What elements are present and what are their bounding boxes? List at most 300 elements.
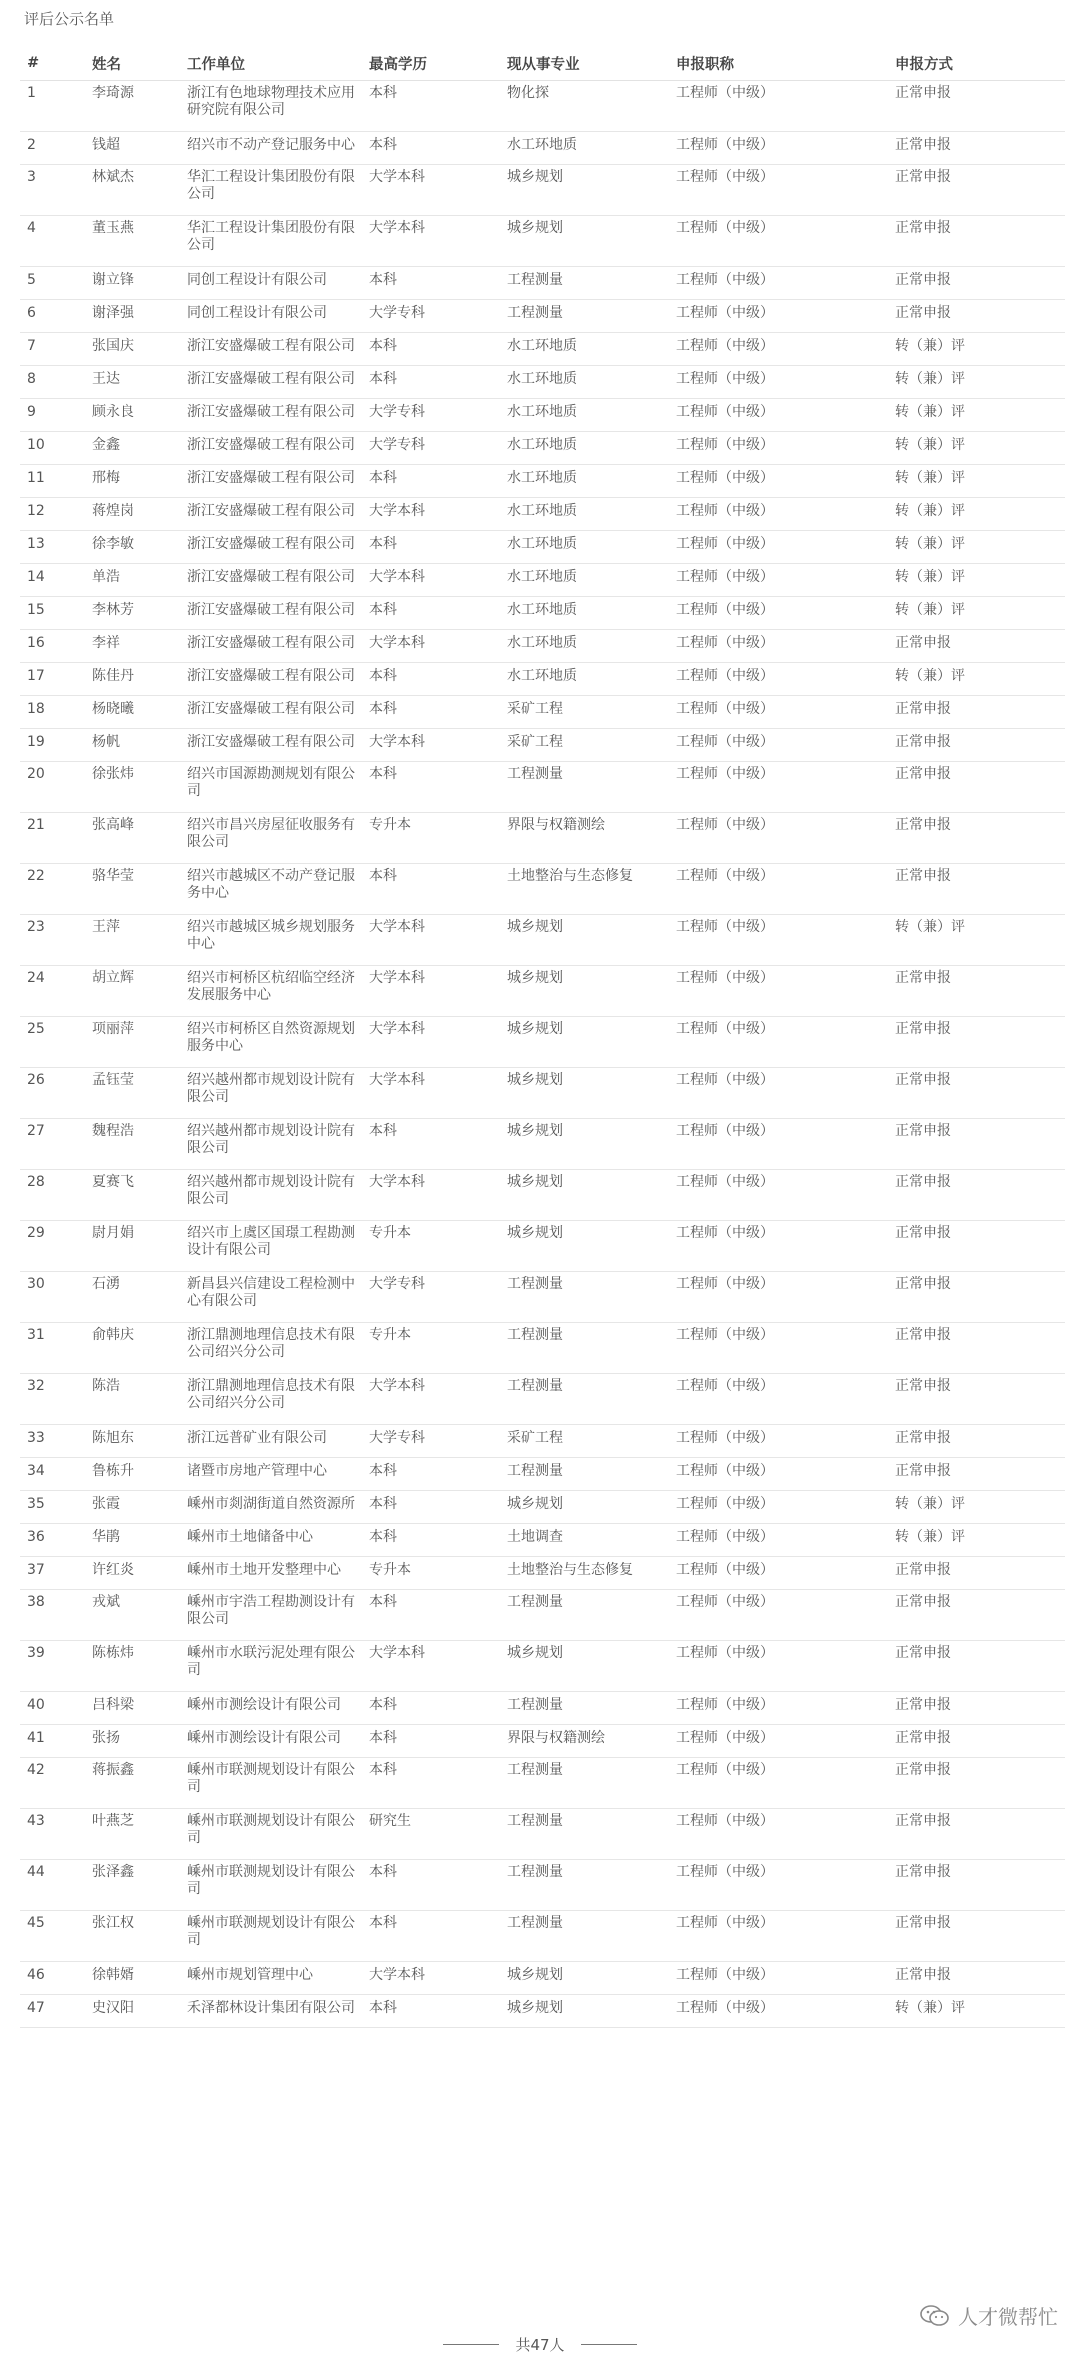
cell-employer: 新昌县兴信建设工程检测中心有限公司 (180, 1272, 362, 1323)
cell-specialty: 水工环地质 (500, 597, 669, 630)
cell-education: 大学专科 (362, 1272, 500, 1323)
table-header-row (20, 46, 1065, 81)
cell-employer: 同创工程设计有限公司 (180, 300, 362, 333)
cell-title: 工程师（中级） (669, 915, 888, 966)
table-row (20, 864, 1065, 915)
cell-method: 正常申报 (888, 1068, 1065, 1119)
cell-title: 工程师（中级） (669, 1590, 888, 1641)
cell-title: 工程师（中级） (669, 1860, 888, 1911)
page-title: 评后公示名单 (24, 10, 115, 28)
cell-employer: 嵊州市联测规划设计有限公司 (180, 1911, 362, 1962)
col-header-name: 姓名 (85, 46, 180, 81)
cell-specialty: 城乡规划 (500, 1170, 669, 1221)
cell-employer: 绍兴市越城区不动产登记服务中心 (180, 864, 362, 915)
cell-name: 骆华莹 (85, 864, 180, 915)
cell-name: 顾永良 (85, 399, 180, 432)
cell-method: 正常申报 (888, 762, 1065, 813)
cell-method: 转（兼）评 (888, 1995, 1065, 2028)
cell-index: 1 (20, 81, 85, 132)
cell-education: 专升本 (362, 1557, 500, 1590)
cell-method: 转（兼）评 (888, 1491, 1065, 1524)
cell-method: 正常申报 (888, 729, 1065, 762)
cell-employer: 嵊州市规划管理中心 (180, 1962, 362, 1995)
cell-name: 林斌杰 (85, 165, 180, 216)
cell-employer: 浙江安盛爆破工程有限公司 (180, 630, 362, 663)
table-row (20, 465, 1065, 498)
cell-specialty: 采矿工程 (500, 696, 669, 729)
table-row (20, 1119, 1065, 1170)
cell-title: 工程师（中级） (669, 1170, 888, 1221)
cell-method: 转（兼）评 (888, 531, 1065, 564)
cell-title: 工程师（中级） (669, 1962, 888, 1995)
table-row (20, 333, 1065, 366)
table-row (20, 216, 1065, 267)
cell-education: 本科 (362, 366, 500, 399)
cell-name: 谢泽强 (85, 300, 180, 333)
cell-name: 许红炎 (85, 1557, 180, 1590)
cell-index: 15 (20, 597, 85, 630)
cell-title: 工程师（中级） (669, 498, 888, 531)
cell-employer: 绍兴越州都市规划设计院有限公司 (180, 1170, 362, 1221)
cell-education: 本科 (362, 1590, 500, 1641)
cell-education: 大学专科 (362, 399, 500, 432)
cell-education: 本科 (362, 333, 500, 366)
table-row (20, 1911, 1065, 1962)
cell-index: 35 (20, 1491, 85, 1524)
cell-index: 9 (20, 399, 85, 432)
cell-employer: 绍兴市昌兴房屋征收服务有限公司 (180, 813, 362, 864)
cell-employer: 浙江安盛爆破工程有限公司 (180, 399, 362, 432)
cell-index: 11 (20, 465, 85, 498)
table-row (20, 399, 1065, 432)
cell-specialty: 城乡规划 (500, 1119, 669, 1170)
cell-specialty: 土地整治与生态修复 (500, 1557, 669, 1590)
cell-method: 正常申报 (888, 864, 1065, 915)
cell-education: 大学本科 (362, 498, 500, 531)
cell-education: 本科 (362, 696, 500, 729)
cell-name: 张江权 (85, 1911, 180, 1962)
cell-employer: 浙江安盛爆破工程有限公司 (180, 729, 362, 762)
cell-specialty: 工程测量 (500, 1911, 669, 1962)
cell-index: 27 (20, 1119, 85, 1170)
cell-specialty: 城乡规划 (500, 1962, 669, 1995)
cell-specialty: 水工环地质 (500, 531, 669, 564)
cell-title: 工程师（中级） (669, 1458, 888, 1491)
cell-name: 张国庆 (85, 333, 180, 366)
cell-title: 工程师（中级） (669, 1017, 888, 1068)
cell-specialty: 城乡规划 (500, 1995, 669, 2028)
cell-title: 工程师（中级） (669, 267, 888, 300)
cell-name: 陈佳丹 (85, 663, 180, 696)
cell-education: 大学本科 (362, 1962, 500, 1995)
cell-index: 30 (20, 1272, 85, 1323)
cell-employer: 绍兴市越城区城乡规划服务中心 (180, 915, 362, 966)
cell-method: 转（兼）评 (888, 399, 1065, 432)
cell-specialty: 城乡规划 (500, 966, 669, 1017)
cell-education: 大学本科 (362, 630, 500, 663)
cell-method: 正常申报 (888, 1374, 1065, 1425)
cell-specialty: 城乡规划 (500, 165, 669, 216)
cell-name: 张霞 (85, 1491, 180, 1524)
cell-name: 王达 (85, 366, 180, 399)
cell-method: 正常申报 (888, 1272, 1065, 1323)
cell-employer: 嵊州市土地储备中心 (180, 1524, 362, 1557)
cell-index: 3 (20, 165, 85, 216)
cell-education: 本科 (362, 597, 500, 630)
cell-index: 36 (20, 1524, 85, 1557)
table-row (20, 1962, 1065, 1995)
footer-divider-right (581, 2344, 637, 2345)
cell-title: 工程师（中级） (669, 1725, 888, 1758)
cell-specialty: 水工环地质 (500, 132, 669, 165)
cell-index: 24 (20, 966, 85, 1017)
cell-index: 8 (20, 366, 85, 399)
cell-employer: 诸暨市房地产管理中心 (180, 1458, 362, 1491)
cell-education: 大学本科 (362, 564, 500, 597)
cell-index: 5 (20, 267, 85, 300)
cell-method: 正常申报 (888, 1641, 1065, 1692)
cell-title: 工程师（中级） (669, 1758, 888, 1809)
cell-education: 研究生 (362, 1809, 500, 1860)
cell-specialty: 工程测量 (500, 762, 669, 813)
col-header-title: 申报职称 (669, 46, 888, 81)
cell-employer: 华汇工程设计集团股份有限公司 (180, 165, 362, 216)
cell-index: 13 (20, 531, 85, 564)
cell-index: 20 (20, 762, 85, 813)
cell-method: 正常申报 (888, 1170, 1065, 1221)
cell-education: 大学本科 (362, 165, 500, 216)
cell-specialty: 城乡规划 (500, 1641, 669, 1692)
cell-index: 42 (20, 1758, 85, 1809)
cell-specialty: 土地整治与生态修复 (500, 864, 669, 915)
cell-name: 俞韩庆 (85, 1323, 180, 1374)
table-row (20, 564, 1065, 597)
cell-specialty: 界限与权籍测绘 (500, 1725, 669, 1758)
cell-education: 本科 (362, 1911, 500, 1962)
cell-index: 6 (20, 300, 85, 333)
table-row (20, 1272, 1065, 1323)
cell-index: 38 (20, 1590, 85, 1641)
cell-name: 王萍 (85, 915, 180, 966)
cell-employer: 浙江安盛爆破工程有限公司 (180, 498, 362, 531)
cell-method: 正常申报 (888, 1119, 1065, 1170)
table-row (20, 1221, 1065, 1272)
table-row (20, 1524, 1065, 1557)
cell-name: 吕科梁 (85, 1692, 180, 1725)
cell-education: 大学专科 (362, 432, 500, 465)
cell-title: 工程师（中级） (669, 630, 888, 663)
cell-specialty: 城乡规划 (500, 915, 669, 966)
cell-employer: 浙江安盛爆破工程有限公司 (180, 465, 362, 498)
cell-title: 工程师（中级） (669, 1557, 888, 1590)
cell-education: 本科 (362, 762, 500, 813)
cell-method: 正常申报 (888, 1758, 1065, 1809)
col-header-index: # (20, 46, 85, 81)
cell-name: 杨帆 (85, 729, 180, 762)
cell-name: 陈栋炜 (85, 1641, 180, 1692)
cell-title: 工程师（中级） (669, 864, 888, 915)
cell-index: 25 (20, 1017, 85, 1068)
cell-method: 正常申报 (888, 1557, 1065, 1590)
cell-employer: 嵊州市剡湖街道自然资源所 (180, 1491, 362, 1524)
cell-employer: 嵊州市测绘设计有限公司 (180, 1692, 362, 1725)
cell-method: 正常申报 (888, 1725, 1065, 1758)
cell-method: 正常申报 (888, 813, 1065, 864)
cell-method: 正常申报 (888, 630, 1065, 663)
cell-index: 31 (20, 1323, 85, 1374)
cell-title: 工程师（中级） (669, 813, 888, 864)
cell-employer: 浙江鼎测地理信息技术有限公司绍兴分公司 (180, 1323, 362, 1374)
cell-specialty: 城乡规划 (500, 1491, 669, 1524)
cell-employer: 华汇工程设计集团股份有限公司 (180, 216, 362, 267)
cell-index: 14 (20, 564, 85, 597)
cell-specialty: 城乡规划 (500, 1068, 669, 1119)
cell-method: 正常申报 (888, 1221, 1065, 1272)
cell-method: 转（兼）评 (888, 366, 1065, 399)
table-row (20, 663, 1065, 696)
cell-specialty: 工程测量 (500, 1692, 669, 1725)
cell-education: 大学本科 (362, 966, 500, 1017)
cell-specialty: 城乡规划 (500, 1221, 669, 1272)
cell-specialty: 工程测量 (500, 1860, 669, 1911)
cell-name: 叶燕芝 (85, 1809, 180, 1860)
cell-method: 正常申报 (888, 216, 1065, 267)
cell-method: 正常申报 (888, 132, 1065, 165)
cell-title: 工程师（中级） (669, 564, 888, 597)
cell-employer: 浙江安盛爆破工程有限公司 (180, 531, 362, 564)
cell-specialty: 工程测量 (500, 1272, 669, 1323)
cell-title: 工程师（中级） (669, 132, 888, 165)
cell-name: 单浩 (85, 564, 180, 597)
cell-title: 工程师（中级） (669, 399, 888, 432)
table-row (20, 1491, 1065, 1524)
cell-method: 正常申报 (888, 696, 1065, 729)
cell-employer: 嵊州市联测规划设计有限公司 (180, 1758, 362, 1809)
cell-specialty: 水工环地质 (500, 663, 669, 696)
cell-name: 蒋振鑫 (85, 1758, 180, 1809)
cell-name: 钱超 (85, 132, 180, 165)
cell-index: 21 (20, 813, 85, 864)
cell-education: 大学本科 (362, 1170, 500, 1221)
cell-index: 22 (20, 864, 85, 915)
cell-employer: 浙江远普矿业有限公司 (180, 1425, 362, 1458)
cell-education: 本科 (362, 1995, 500, 2028)
cell-method: 正常申报 (888, 1458, 1065, 1491)
table-row (20, 966, 1065, 1017)
cell-index: 40 (20, 1692, 85, 1725)
cell-method: 转（兼）评 (888, 663, 1065, 696)
cell-employer: 绍兴市柯桥区自然资源规划服务中心 (180, 1017, 362, 1068)
cell-index: 29 (20, 1221, 85, 1272)
cell-specialty: 水工环地质 (500, 399, 669, 432)
cell-name: 李琦源 (85, 81, 180, 132)
cell-education: 本科 (362, 1491, 500, 1524)
cell-title: 工程师（中级） (669, 1221, 888, 1272)
table-row (20, 1458, 1065, 1491)
cell-specialty: 工程测量 (500, 1809, 669, 1860)
cell-name: 史汉阳 (85, 1995, 180, 2028)
cell-title: 工程师（中级） (669, 729, 888, 762)
cell-index: 37 (20, 1557, 85, 1590)
cell-employer: 绍兴市不动产登记服务中心 (180, 132, 362, 165)
cell-specialty: 工程测量 (500, 300, 669, 333)
cell-title: 工程师（中级） (669, 1491, 888, 1524)
cell-name: 李林芳 (85, 597, 180, 630)
cell-education: 大学本科 (362, 1641, 500, 1692)
table-row (20, 1170, 1065, 1221)
table-row (20, 696, 1065, 729)
cell-title: 工程师（中级） (669, 300, 888, 333)
cell-title: 工程师（中级） (669, 1272, 888, 1323)
cell-employer: 绍兴越州都市规划设计院有限公司 (180, 1119, 362, 1170)
cell-index: 23 (20, 915, 85, 966)
cell-specialty: 工程测量 (500, 1590, 669, 1641)
cell-name: 夏赛飞 (85, 1170, 180, 1221)
cell-employer: 浙江有色地球物理技术应用研究院有限公司 (180, 81, 362, 132)
cell-name: 戎斌 (85, 1590, 180, 1641)
cell-index: 4 (20, 216, 85, 267)
cell-specialty: 水工环地质 (500, 498, 669, 531)
cell-education: 大学本科 (362, 216, 500, 267)
cell-title: 工程师（中级） (669, 1692, 888, 1725)
table-row (20, 1758, 1065, 1809)
col-header-method: 申报方式 (888, 46, 1065, 81)
cell-employer: 嵊州市水联污泥处理有限公司 (180, 1641, 362, 1692)
cell-name: 张泽鑫 (85, 1860, 180, 1911)
cell-index: 34 (20, 1458, 85, 1491)
table-row (20, 630, 1065, 663)
cell-employer: 绍兴市上虞区国璟工程勘测设计有限公司 (180, 1221, 362, 1272)
cell-employer: 浙江安盛爆破工程有限公司 (180, 366, 362, 399)
cell-index: 47 (20, 1995, 85, 2028)
cell-title: 工程师（中级） (669, 1119, 888, 1170)
cell-specialty: 工程测量 (500, 1374, 669, 1425)
cell-education: 大学本科 (362, 915, 500, 966)
cell-education: 大学本科 (362, 1068, 500, 1119)
cell-specialty: 水工环地质 (500, 564, 669, 597)
cell-method: 转（兼）评 (888, 915, 1065, 966)
wechat-logo-icon (920, 2304, 950, 2328)
cell-index: 10 (20, 432, 85, 465)
cell-employer: 禾泽都林设计集团有限公司 (180, 1995, 362, 2028)
cell-employer: 嵊州市联测规划设计有限公司 (180, 1860, 362, 1911)
cell-employer: 嵊州市土地开发整理中心 (180, 1557, 362, 1590)
cell-employer: 浙江安盛爆破工程有限公司 (180, 333, 362, 366)
cell-education: 本科 (362, 81, 500, 132)
table-row (20, 1860, 1065, 1911)
cell-title: 工程师（中级） (669, 465, 888, 498)
table-row (20, 597, 1065, 630)
cell-name: 华鹃 (85, 1524, 180, 1557)
table-row (20, 729, 1065, 762)
cell-education: 专升本 (362, 1323, 500, 1374)
table-row (20, 813, 1065, 864)
cell-specialty: 水工环地质 (500, 432, 669, 465)
cell-index: 12 (20, 498, 85, 531)
footer (0, 2334, 1080, 2355)
cell-education: 本科 (362, 1758, 500, 1809)
cell-employer: 同创工程设计有限公司 (180, 267, 362, 300)
cell-name: 张高峰 (85, 813, 180, 864)
cell-education: 本科 (362, 663, 500, 696)
table-row (20, 762, 1065, 813)
cell-specialty: 工程测量 (500, 1458, 669, 1491)
cell-name: 蒋煌岗 (85, 498, 180, 531)
cell-specialty: 界限与权籍测绘 (500, 813, 669, 864)
cell-specialty: 水工环地质 (500, 333, 669, 366)
cell-title: 工程师（中级） (669, 966, 888, 1017)
cell-method: 转（兼）评 (888, 1524, 1065, 1557)
cell-title: 工程师（中级） (669, 531, 888, 564)
cell-employer: 嵊州市测绘设计有限公司 (180, 1725, 362, 1758)
cell-specialty: 城乡规划 (500, 1017, 669, 1068)
cell-title: 工程师（中级） (669, 597, 888, 630)
table-row (20, 1068, 1065, 1119)
table-row (20, 498, 1065, 531)
cell-method: 正常申报 (888, 267, 1065, 300)
cell-title: 工程师（中级） (669, 1374, 888, 1425)
cell-name: 陈旭东 (85, 1425, 180, 1458)
cell-index: 19 (20, 729, 85, 762)
cell-name: 谢立锋 (85, 267, 180, 300)
cell-employer: 绍兴越州都市规划设计院有限公司 (180, 1068, 362, 1119)
cell-index: 45 (20, 1911, 85, 1962)
cell-education: 大学本科 (362, 1374, 500, 1425)
cell-name: 尉月娟 (85, 1221, 180, 1272)
cell-name: 项丽萍 (85, 1017, 180, 1068)
cell-index: 16 (20, 630, 85, 663)
cell-title: 工程师（中级） (669, 1068, 888, 1119)
total-count: 共47人 (515, 2336, 565, 2354)
cell-education: 本科 (362, 531, 500, 564)
table-row (20, 1641, 1065, 1692)
cell-specialty: 物化探 (500, 81, 669, 132)
table-row (20, 432, 1065, 465)
cell-education: 专升本 (362, 813, 500, 864)
cell-education: 本科 (362, 465, 500, 498)
cell-name: 鲁栋升 (85, 1458, 180, 1491)
cell-title: 工程师（中级） (669, 1425, 888, 1458)
cell-method: 正常申报 (888, 1017, 1065, 1068)
cell-index: 44 (20, 1860, 85, 1911)
cell-specialty: 工程测量 (500, 1758, 669, 1809)
table-row (20, 1995, 1065, 2028)
cell-name: 魏程浩 (85, 1119, 180, 1170)
col-header-specialty: 现从事专业 (500, 46, 669, 81)
cell-education: 专升本 (362, 1221, 500, 1272)
cell-index: 41 (20, 1725, 85, 1758)
watermark-label: 人才微帮忙 (958, 2305, 1058, 2329)
cell-title: 工程师（中级） (669, 1809, 888, 1860)
cell-method: 转（兼）评 (888, 465, 1065, 498)
cell-index: 33 (20, 1425, 85, 1458)
cell-title: 工程师（中级） (669, 663, 888, 696)
cell-method: 转（兼）评 (888, 564, 1065, 597)
table-row (20, 1725, 1065, 1758)
col-header-education: 最高学历 (362, 46, 500, 81)
cell-method: 正常申报 (888, 1425, 1065, 1458)
cell-employer: 绍兴市国源勘测规划有限公司 (180, 762, 362, 813)
cell-method: 正常申报 (888, 1809, 1065, 1860)
cell-method: 正常申报 (888, 165, 1065, 216)
table-body (20, 81, 1065, 2028)
cell-specialty: 采矿工程 (500, 729, 669, 762)
cell-specialty: 工程测量 (500, 1323, 669, 1374)
cell-employer: 浙江安盛爆破工程有限公司 (180, 696, 362, 729)
cell-index: 39 (20, 1641, 85, 1692)
cell-index: 26 (20, 1068, 85, 1119)
table-row (20, 1323, 1065, 1374)
